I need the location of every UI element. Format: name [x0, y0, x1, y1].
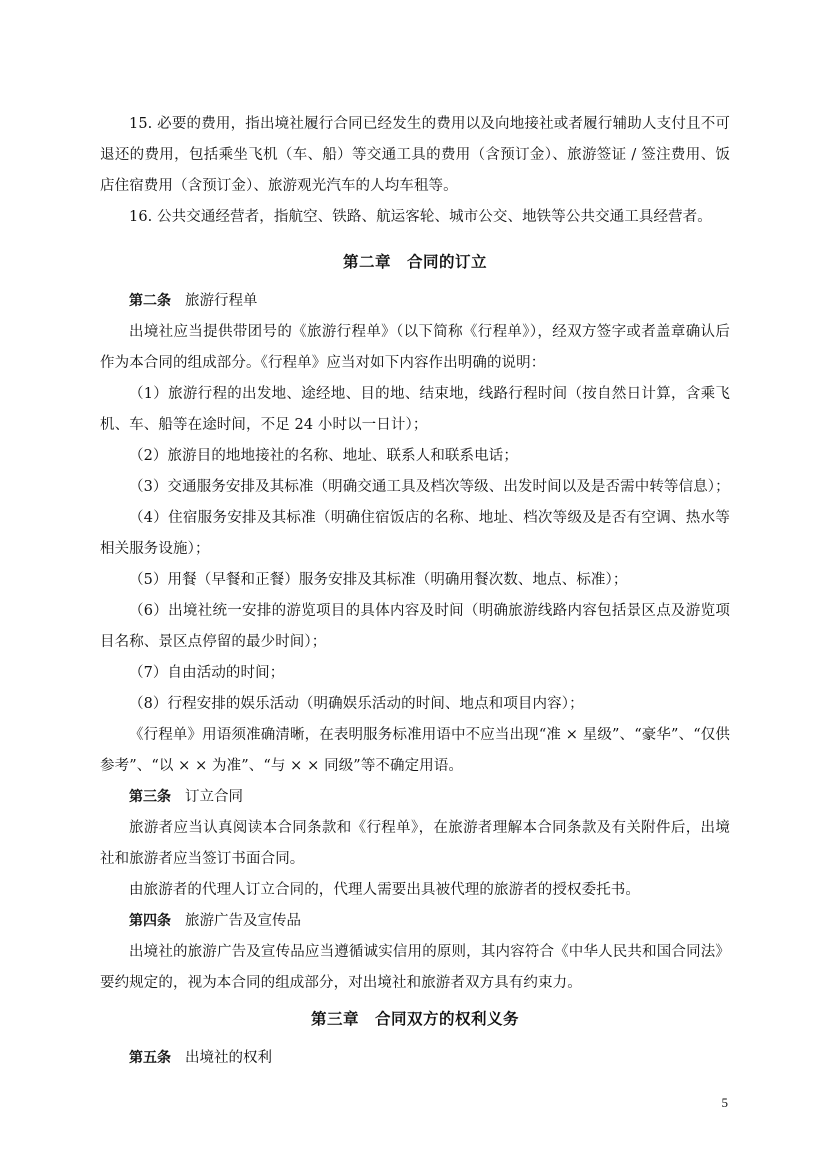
article-2-number: 第二条 — [129, 293, 171, 309]
definition-paragraph-15: 15. 必要的费用，指出境社履行合同已经发生的费用以及向地接社或者履行辅助人支付且不可退还的费用，包括乘坐飞机（车、船）等交通工具的费用（含预订金）、旅游签证 / 签注费用、饭店住宿费用（含预订金）、旅游观光汽车的人均车租等。 — [100, 116, 730, 194]
definition-paragraph-16: 16. 公共交通经营者，指航空、铁路、航运客轮、城市公交、地铁等公共交通工具经营者。 — [129, 209, 712, 225]
article-4-paragraph-1: 出境社的旅游广告及宣传品应当遵循诚实信用的原则，其内容符合《中华人民共和国合同法》要约规定的，视为本合同的组成部分，对出境社和旅游者双方具有约束力。 — [100, 944, 730, 991]
article-2-item-2: （2）旅游目的地地接社的名称、地址、联系人和联系电话； — [129, 448, 518, 464]
article-2-item-8: （8）行程安排的娱乐活动（明确娱乐活动的时间、地点和项目内容）； — [129, 696, 584, 712]
article-2-item-5: （5）用餐（早餐和正餐）服务安排及其标准（明确用餐次数、地点、标准）； — [129, 572, 628, 588]
article-3-title: 订立合同 — [185, 789, 243, 805]
chapter-2-heading: 第二章 合同的订立 — [342, 253, 487, 271]
article-5-title: 出境社的权利 — [185, 1050, 272, 1066]
chapter-3-heading: 第三章 合同双方的权利义务 — [310, 1010, 519, 1028]
article-2-heading — [100, 286, 730, 317]
article-3-paragraph-1: 旅游者应当认真阅读本合同条款和《行程单》，在旅游者理解本合同条款及有关附件后，出境社和旅游者应当签订书面合同。 — [100, 820, 730, 867]
article-2-item-1: （1）旅游行程的出发地、途经地、目的地、结束地，线路行程时间（按自然日计算，含乘飞机、车、船等在途时间，不足 24 小时以一日计）； — [100, 386, 730, 433]
article-3-number: 第三条 — [129, 789, 171, 805]
article-5-heading — [100, 1043, 730, 1074]
article-2-note: 《行程单》用语须准确清晰，在表明服务标准用语中不应当出现“准 × 星级”、“豪华”、“仅供参考”、“以 × × 为准”、“与 × × 同级”等不确定用语。 — [100, 727, 730, 774]
article-4-title: 旅游广告及宣传品 — [185, 913, 301, 929]
article-5-number: 第五条 — [129, 1050, 171, 1066]
article-4-number: 第四条 — [129, 913, 171, 929]
article-2-item-4: （4）住宿服务安排及其标准（明确住宿饭店的名称、地址、档次等级及是否有空调、热水等相关服务设施）； — [100, 510, 730, 557]
article-2-item-3: （3）交通服务安排及其标准（明确交通工具及档次等级、出发时间以及是否需中转等信息）； — [129, 479, 730, 495]
article-3-heading — [100, 782, 730, 813]
article-2-item-6: （6）出境社统一安排的游览项目的具体内容及时间（明确旅游线路内容包括景区点及游览项目名称、景区点停留的最少时间）； — [100, 603, 730, 650]
article-2-title: 旅游行程单 — [185, 293, 258, 309]
article-4-heading — [100, 906, 730, 937]
article-3-paragraph-2: 由旅游者的代理人订立合同的，代理人需要出具被代理的旅游者的授权委托书。 — [129, 882, 640, 898]
page-number: 5 — [721, 1095, 728, 1110]
article-2-intro: 出境社应当提供带团号的《旅游行程单》（以下简称《行程单》），经双方签字或者盖章确认后作为本合同的组成部分。《行程单》应当对如下内容作出明确的说明： — [100, 324, 730, 371]
article-2-item-7: （7）自由活动的时间； — [129, 665, 285, 681]
